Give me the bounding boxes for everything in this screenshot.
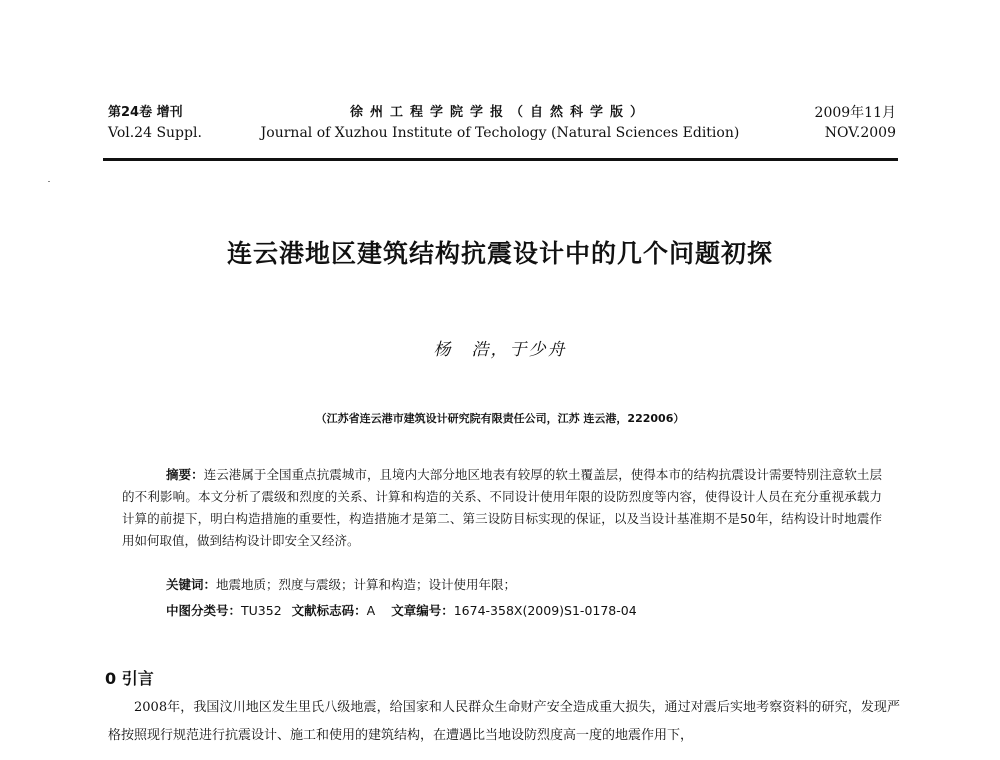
volume-en: Vol.24 Suppl.: [108, 125, 202, 141]
abstract-text: 连云港属于全国重点抗震城市，且境内大部分地区地表有较厚的软土覆盖层，使得本市的结构抗震设计需要特别注意软土层的不利影响。本文分析了震级和烈度的关系、计算和构造的关系、不同设计使用年限的设防烈度等内容，使得设计人员在充分重视承载力计算的前提下，明白构造措施的重要性，构造措施才是第二、第三设防目标实现的保证，以及当设计基准期不是50年，结构设计时地震作用如何取值，做到结构设计即安全又经济。: [122, 467, 882, 548]
header-rule: [103, 158, 898, 161]
journal-date: [815, 103, 896, 143]
journal-name-en: Journal of Xuzhou Institute of Techology (Natural Sciences Edition): [260, 125, 740, 141]
journal-name-cn: 徐州工程学院学报（自然科学版）: [349, 105, 650, 120]
affiliation: （江苏省连云港市建筑设计研究院有限责任公司，江苏 连云港，222006）: [315, 412, 685, 425]
body-paragraph: 2008年，我国汶川地区发生里氏八级地震，给国家和人民群众生命财产安全造成重大损失，通过对震后实地考察资料的研究，发现严格按照现行规范进行抗震设计、施工和使用的建筑结构，在遭遇比当地设防烈度高一度的地震作用下，: [108, 700, 900, 743]
keywords-text: 地震地质；烈度与震级；计算和构造；设计使用年限；: [216, 577, 517, 592]
clc-value: TU352: [241, 603, 282, 618]
doc-code-value: A: [366, 603, 376, 618]
abstract: [122, 464, 882, 552]
keywords-label: 关键词：: [166, 577, 217, 592]
journal-name: [250, 103, 750, 143]
journal-volume: [108, 103, 202, 143]
section-heading: 0 引言: [105, 669, 154, 688]
clc-label: 中图分类号：: [166, 603, 242, 618]
article-no-label: 文章编号：: [391, 603, 454, 618]
classification-line: [166, 600, 643, 622]
abstract-label: 摘要：: [166, 467, 204, 482]
date-en: NOV.2009: [824, 125, 896, 141]
paper-authors: 杨 浩，于少舟: [433, 340, 567, 360]
doc-code-label: 文献标志码：: [291, 603, 367, 618]
date-cn: 2009年11月: [814, 105, 896, 121]
scan-speck: [48, 181, 50, 182]
keywords: [166, 574, 516, 596]
paper-title: 连云港地区建筑结构抗震设计中的几个问题初探: [226, 239, 773, 268]
article-no-value: 1674-358X(2009)S1-0178-04: [453, 603, 637, 618]
volume-cn: 第24卷 增刊: [108, 105, 183, 120]
